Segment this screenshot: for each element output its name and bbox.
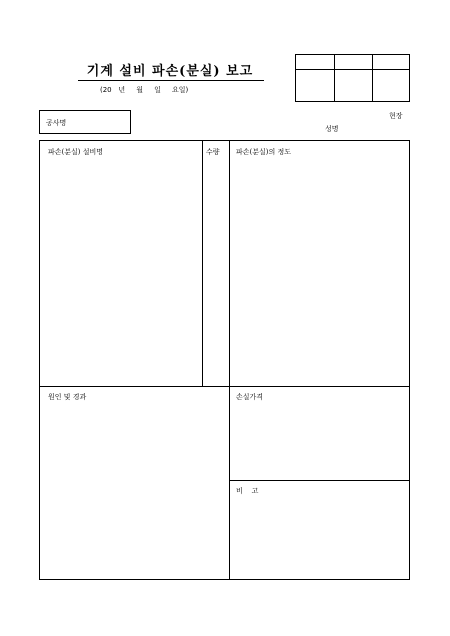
divider-loss-remarks <box>229 480 409 481</box>
date-line: (20 년 월 일 요일) <box>100 86 189 94</box>
site-label: 현장 <box>389 112 403 120</box>
divider-main-vertical <box>229 141 230 579</box>
site-name-label: 공사명 <box>46 119 67 127</box>
divider-equipment-quantity <box>202 141 203 386</box>
title-underline <box>78 80 264 81</box>
cause-label: 원인 및 경과 <box>48 393 87 401</box>
loss-value-label: 손실가격 <box>236 393 264 401</box>
divider-upper-lower <box>40 386 409 387</box>
equipment-name-label: 파손(분실) 설비명 <box>48 148 104 156</box>
damage-degree-label: 파손(분실)의 정도 <box>236 148 292 156</box>
approval-stamp-box <box>295 54 410 102</box>
name-label: 성명 <box>325 125 339 133</box>
approval-row-divider <box>296 69 409 70</box>
quantity-label: 수량 <box>206 148 220 156</box>
approval-col-divider-1 <box>334 55 335 101</box>
approval-col-divider-2 <box>372 55 373 101</box>
document-title: 기계 설비 파손(분실) 보고 <box>86 64 254 79</box>
site-name-field[interactable] <box>39 110 131 134</box>
remarks-label: 비 고 <box>236 487 259 495</box>
report-table <box>39 140 410 580</box>
